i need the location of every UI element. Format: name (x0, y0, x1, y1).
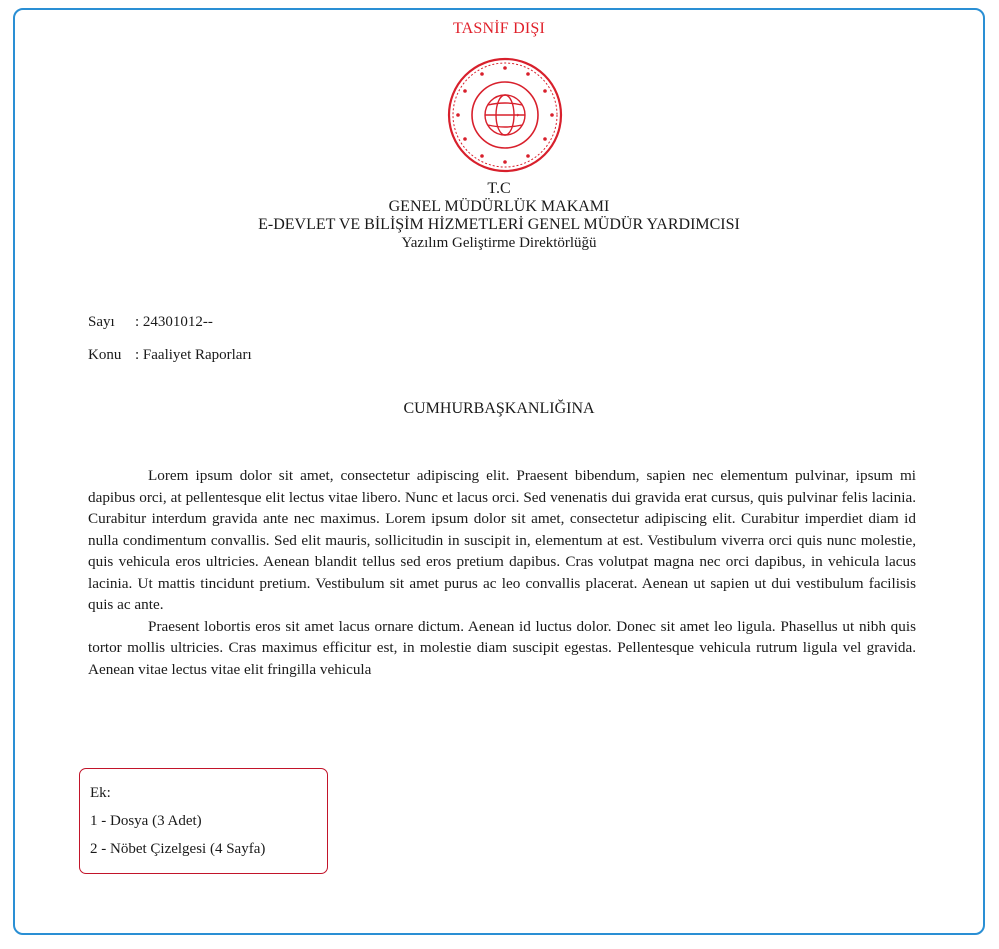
attachment-item-1: 1 - Dosya (3 Adet) (90, 813, 202, 829)
document-page (13, 8, 985, 935)
konu-label: Konu (88, 347, 122, 363)
ministry-seal-icon (445, 55, 565, 175)
header-deputy-director: E-DEVLET VE BİLİŞİM HİZMETLERİ GENEL MÜDÜR YARDIMCISI (258, 216, 740, 233)
konu-value: : Faaliyet Raporları (135, 347, 252, 363)
header-department: Yazılım Geliştirme Direktörlüğü (401, 235, 597, 251)
classification-label: TASNİF DIŞI (452, 20, 546, 37)
header-directorate: GENEL MÜDÜRLÜK MAKAMI (388, 198, 610, 215)
konu-row (88, 346, 252, 364)
attachments-label: Ek: (90, 785, 111, 801)
letter-body (88, 465, 916, 680)
addressee: CUMHURBAŞKANLIĞINA (403, 400, 595, 417)
attachment-item-2: 2 - Nöbet Çizelgesi (4 Sayfa) (90, 841, 266, 857)
header-block (15, 180, 983, 252)
body-paragraph-1: Lorem ipsum dolor sit amet, consectetur adipiscing elit. Praesent bibendum, sapien nec elementum pulvinar, ipsum mi dapibus orci, at pellentesque elit lectus vitae libero. Nunc et lacus orci. Sed venenatis dui gravida erat cursus, quis pulvinar felis lacinia. Curabitur interdum gravida ante nec maximus. Lorem ipsum dolor sit amet, consectetur adipiscing elit. Curabitur imperdiet diam id nulla condimentum convallis. Sed elit mauris, sollicitudin in suscipit in, elementum at est. Vestibulum viverra orci quis nunc molestie, quis vehicula eros ultricies. Aenean blandit tellus sed eros pretium dapibus. Cras volutpat magna nec orci dapibus, in vehicula lacus lacinia. Ut mattis tincidunt pretium. Vestibulum sit amet purus ac leo convallis placerat. Aenean ut sapien ut dui vestibulum facilisis quis ac ante. (88, 467, 916, 613)
body-paragraph-2: Praesent lobortis eros sit amet lacus ornare dictum. Aenean id luctus dolor. Donec sit amet leo ligula. Phasellus ut nibh quis tortor mollis ultricies. Cras maximus efficitur est, in molestie diam suscipit egestas. Pellentesque vehicula rutrum ligula vel gravida. Aenean vitae lectus vitae elit fringilla vehicula (88, 617, 916, 678)
sayi-value: : 24301012-- (135, 314, 213, 330)
header-tc: T.C (487, 180, 511, 197)
sayi-row (88, 313, 213, 331)
attachments-box (79, 768, 328, 874)
sayi-label: Sayı (88, 314, 115, 330)
